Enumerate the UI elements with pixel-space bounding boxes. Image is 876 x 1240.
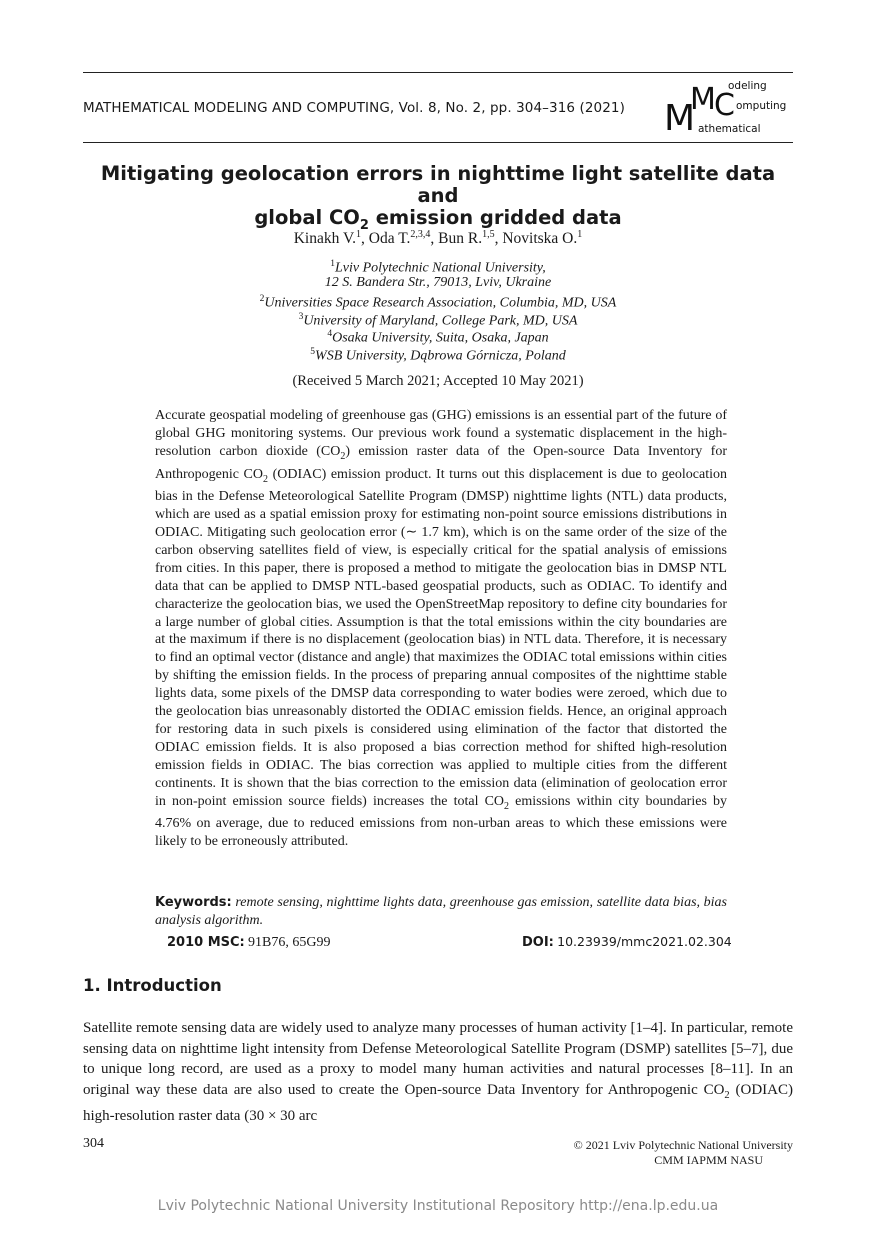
abstract: Accurate geospatial modeling of greenhouse gas (GHG) emissions is an essential part of the future of global GHG monitoring systems. Our previous work found a systematic displacement in the high-resolution carbon dioxide $(CO_2)$ emission raster data of the Open-source Data Inventory for Anthropogenic $CO_2$ (ODIAC) emission product. It turns out this displacement is due to geolocation bias in the Defense Meteorological Satellite Program (DMSP) nighttime lights (NTL) data products, which are used as a spatial emission proxy for estimating non-point source emissions distributions in ODIAC. Mitigating such geolocation error (∼ 1.7 km), which is on the same order of the size of the carbon observing satellites field of view, is especially critical for the spatial analysis of emissions from cities. In this paper, there is proposed a method to mitigate the geolocation bias in DMSP NTL data that can be applied to DMSP NTL-based geospatial products, such as ODIAC. To identify and characterize the geolocation bias, we used the OpenStreetMap repository to define city boundaries for a large number of global cities. Assumption is that the total emissions within the city boundaries are at the maximum if there is no displacement (geolocation bias) in NTL data. Therefore, it is necessary to find an optimal vector (distance and angle) that maximizes the ODIAC total emissions within cities by shifting the emission fields. In the process of preparing annual composites of the nighttime stable lights data, some pixels of the DMSP data corresponding to water bodies were zeroed, which due to the geolocation bias unreasonably distorted the ODIAC emission fields. Hence, an original approach for restoring data in such pixels is considered using elimination of the factor that distorted the ODIAC emission fields. It is also proposed a bias correction method for shifted high-resolution emission fields in ODIAC. The bias correction was applied to multiple cities from the different continents. It is shown that the bias correction to the emission data (elimination of geolocation error in non-point emission source fields) increases the total $CO_2$ emissions within city boundaries by 4.76% on average, due to reduced emissions from non-urban areas to which these emissions were likely to be erroneously attributed.	[155, 408, 727, 850]
keywords-text: remote sensing, nighttime lights data, greenhouse gas emission, satellite data bias, bias analysis algorithm.	[155, 895, 727, 928]
author-name: Novitska O.	[502, 230, 578, 248]
page-number: 304	[83, 1136, 104, 1151]
affiliation: 12 S. Bandera Str., 79013, Lviv, Ukraine	[324, 275, 552, 290]
journal-logo	[664, 77, 794, 139]
section-heading: 1. Introduction	[83, 976, 222, 995]
author-name: Oda T.	[368, 230, 411, 248]
keywords-label: Keywords:	[155, 895, 232, 910]
affiliation: $^1$Lviv Polytechnic National University,	[330, 259, 546, 276]
doi-link[interactable]: 10.23939/mmc2021.02.304	[557, 934, 732, 949]
doi: DOI: 10.23939/mmc2021.02.304	[522, 934, 732, 950]
title-line-2: global $CO_2$ emission gridded data	[254, 206, 622, 233]
author-name: Kinakh V.	[293, 230, 357, 248]
copyright: © 2021 Lviv Polytechnic National University CMM IAPMM NASU	[573, 1138, 793, 1167]
intro-paragraph: Satellite remote sensing data are widely used to analyze many processes of human activity [1–4]. In particular, remote sensing data on nighttime light intensity from Defense Meteorological Satellite Program (DSMP) satellites [5–7], due to unique long record, are used as a proxy to model many human activities and natural processes [8–11]. In an original way these data are also used to create the Open-source Data Inventory for Anthropogenic $CO_2$ (ODIAC) high-resolution raster data (30 × 30 arc	[83, 1020, 793, 1125]
paper-title	[83, 163, 793, 237]
author-affil-ref: 1	[577, 229, 583, 240]
affiliation: $^5$WSB University, Dąbrowa Górnicza, Poland	[310, 347, 566, 364]
logo-c: C	[714, 88, 735, 123]
repository-watermark: Lviv Polytechnic National University Institutional Repository http://ena.lp.edu.ua	[157, 1198, 719, 1214]
msc-classification: 2010 MSC: 91B76, 65G99	[167, 935, 331, 950]
affiliation: $^2$Universities Space Research Association, Columbia, MD, USA	[259, 294, 617, 311]
logo-m-large: M	[664, 98, 696, 139]
logo-text-mathematical: athematical	[698, 123, 761, 135]
logo-text-modeling: odeling	[728, 80, 767, 92]
author-name: Bun R.	[438, 230, 483, 248]
header-bottom-rule	[83, 142, 793, 143]
author-affil-ref: 1	[356, 229, 362, 240]
affiliation: $^3$University of Maryland, College Park, MD, USA	[298, 312, 578, 329]
received-dates: (Received 5 March 2021; Accepted 10 May 2021)	[292, 373, 584, 389]
journal-citation: MATHEMATICAL MODELING AND COMPUTING, Vol. 8, No. 2, pp. 304–316 (2021)	[83, 100, 625, 116]
author-affil-ref: 2,3,4	[410, 229, 431, 240]
keywords	[155, 894, 727, 930]
author-affil-ref: 1,5	[482, 229, 495, 240]
logo-m-small: M	[690, 82, 716, 117]
affiliation: $^4$Osaka University, Suita, Osaka, Japan	[327, 329, 549, 346]
title-line-1: Mitigating geolocation errors in nighttime light satellite data and	[100, 162, 776, 207]
header-top-rule	[83, 72, 793, 73]
logo-text-computing: omputing	[736, 100, 787, 112]
author-list: Kinakh V.$^1$, Oda T.$^{2,3,4}$, Bun R.$^{1,5}$, Novitska O.$^1$	[293, 229, 583, 248]
